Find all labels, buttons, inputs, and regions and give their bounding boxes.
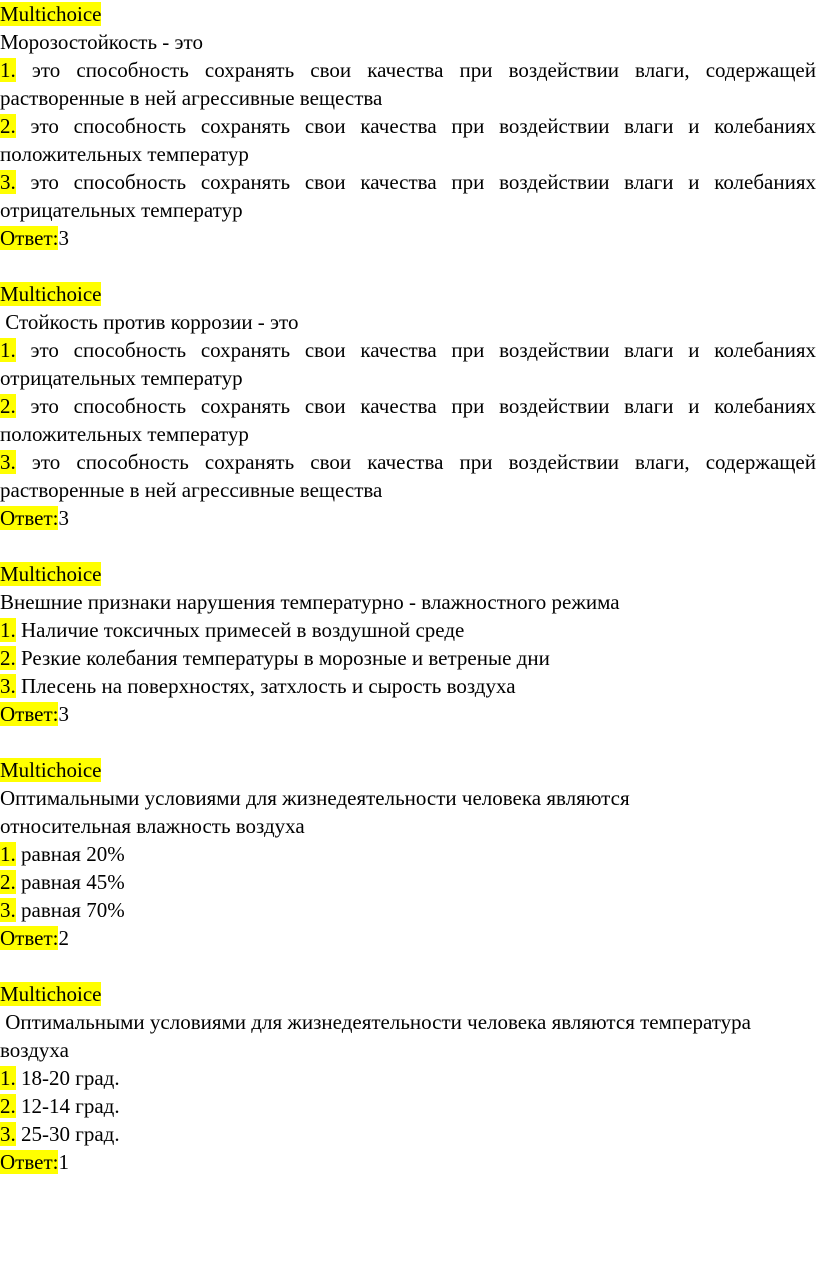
question-text: Оптимальными условиями для жизнедеятельности человека являются относительная влажность воздуха: [0, 786, 630, 838]
question-block: [0, 280, 816, 532]
option-number: 1.: [0, 58, 16, 82]
answer-value: 3: [58, 226, 69, 250]
option: [0, 1064, 816, 1092]
option-text: это способность сохранять свои качества при воздействии влаги, содержащей растворенные в ней агрессивные вещества: [0, 58, 816, 110]
answer-label: Ответ:: [0, 506, 59, 530]
option-text: это способность сохранять свои качества при воздействии влаги и колебаниях отрицательных температур: [0, 170, 816, 222]
answer-value: 1: [58, 1150, 69, 1174]
option-number: 3.: [0, 450, 16, 474]
answer-value: 3: [58, 702, 69, 726]
question-text: Внешние признаки нарушения температурно - влажностного режима: [0, 590, 620, 614]
answer-label: Ответ:: [0, 1150, 59, 1174]
option: [0, 868, 816, 896]
option-text: равная 70%: [15, 898, 125, 922]
question-block: [0, 980, 816, 1176]
option: [0, 336, 816, 392]
option-number: 2.: [0, 394, 16, 418]
answer-value: 2: [58, 926, 69, 950]
option-number: 1.: [0, 842, 16, 866]
option: [0, 392, 816, 448]
answer: [0, 700, 816, 728]
option-text: это способность сохранять свои качества при воздействии влаги и колебаниях положительных температур: [0, 394, 816, 446]
answer: [0, 924, 816, 952]
option-text: равная 45%: [15, 870, 125, 894]
option: [0, 644, 816, 672]
answer-label: Ответ:: [0, 926, 59, 950]
answer-label: Ответ:: [0, 702, 59, 726]
option-number: 3.: [0, 898, 16, 922]
question-type-label: Multichoice: [0, 282, 102, 306]
option-number: 3.: [0, 170, 16, 194]
question-text: Морозостойкость - это: [0, 30, 203, 54]
option-text: равная 20%: [15, 842, 125, 866]
option-number: 2.: [0, 646, 16, 670]
answer-value: 3: [58, 506, 69, 530]
option: [0, 448, 816, 504]
question-type-label: Multichoice: [0, 982, 102, 1006]
option: [0, 1120, 816, 1148]
option-number: 2.: [0, 870, 16, 894]
question-block: [0, 0, 816, 252]
answer: [0, 224, 816, 252]
option-text: 18-20 град.: [15, 1066, 120, 1090]
answer: [0, 1148, 816, 1176]
option: [0, 112, 816, 168]
option-text: это способность сохранять свои качества при воздействии влаги и колебаниях положительных температур: [0, 114, 816, 166]
option: [0, 616, 816, 644]
question-type-label: Multichoice: [0, 2, 102, 26]
question-text: Оптимальными условиями для жизнедеятельности человека являются температура воздуха: [0, 1010, 757, 1062]
option-text: Наличие токсичных примесей в воздушной среде: [15, 618, 465, 642]
question-type-label: Multichoice: [0, 758, 102, 782]
option-number: 1.: [0, 1066, 16, 1090]
option: [0, 168, 816, 224]
option: [0, 840, 816, 868]
option-text: это способность сохранять свои качества при воздействии влаги, содержащей растворенные в ней агрессивные вещества: [0, 450, 816, 502]
question-type-label: Multichoice: [0, 562, 102, 586]
option: [0, 1092, 816, 1120]
option-text: 12-14 град.: [15, 1094, 120, 1118]
option-text: Резкие колебания температуры в морозные и ветреные дни: [15, 646, 550, 670]
answer-label: Ответ:: [0, 226, 59, 250]
option-number: 3.: [0, 674, 16, 698]
option-text: это способность сохранять свои качества при воздействии влаги и колебаниях отрицательных температур: [0, 338, 816, 390]
question-block: [0, 560, 816, 728]
option: [0, 672, 816, 700]
option-number: 1.: [0, 338, 16, 362]
option-text: Плесень на поверхностях, затхлость и сырость воздуха: [15, 674, 516, 698]
option-number: 3.: [0, 1122, 16, 1146]
option-number: 1.: [0, 618, 16, 642]
question-block: [0, 756, 816, 952]
option: [0, 56, 816, 112]
option-number: 2.: [0, 1094, 16, 1118]
option-number: 2.: [0, 114, 16, 138]
answer: [0, 504, 816, 532]
question-text: Стойкость против коррозии - это: [0, 310, 299, 334]
option: [0, 896, 816, 924]
option-text: 25-30 град.: [15, 1122, 120, 1146]
